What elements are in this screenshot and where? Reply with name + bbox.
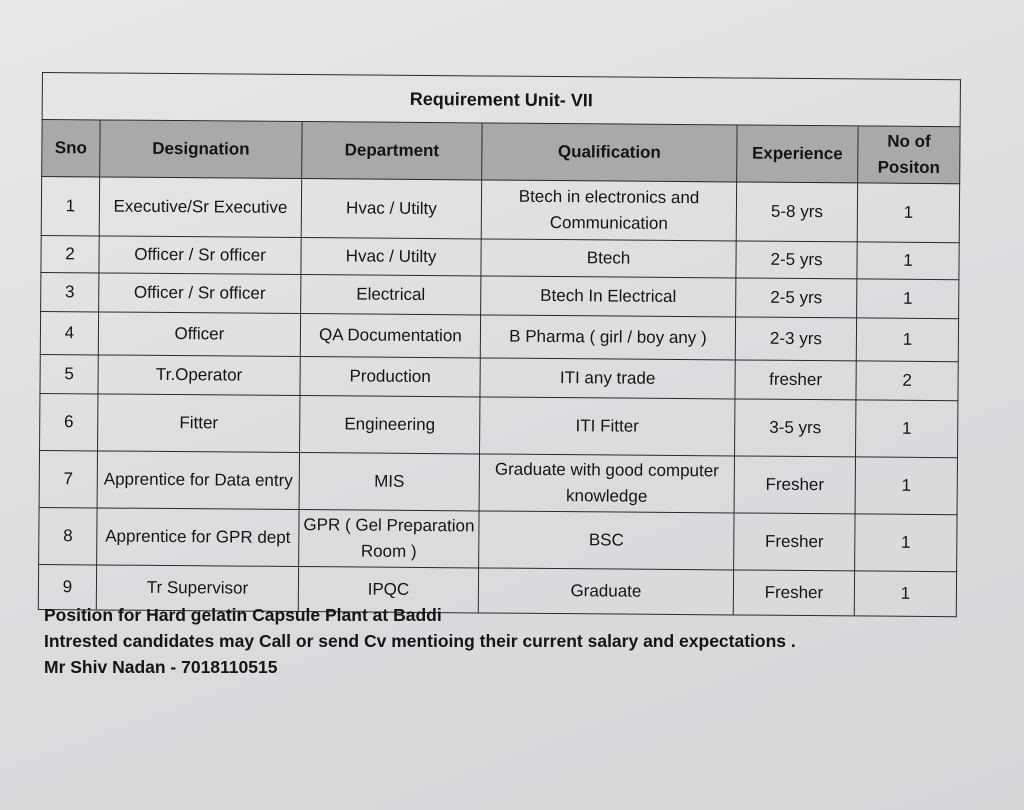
cell-sno: 3 <box>41 272 99 311</box>
cell-sno: 6 <box>40 393 98 450</box>
cell-qualification: Graduate with good computer knowledge <box>479 454 734 513</box>
table-row <box>39 507 957 571</box>
cell-department: Engineering <box>300 396 480 454</box>
cell-experience: Fresher <box>733 570 854 616</box>
cell-qualification: Btech <box>481 239 736 278</box>
cell-designation: Tr Supervisor <box>96 565 298 612</box>
header-qualification: Qualification <box>482 123 737 182</box>
cell-experience: Fresher <box>734 456 855 514</box>
cell-qualification: ITI Fitter <box>480 397 735 456</box>
cell-sno: 5 <box>40 354 98 393</box>
cell-positions: 1 <box>857 242 959 280</box>
cell-experience: 3-5 yrs <box>735 399 856 457</box>
cell-positions: 1 <box>854 571 956 617</box>
header-designation: Designation <box>100 120 302 179</box>
cell-designation: Fitter <box>98 394 300 453</box>
cell-designation: Officer / Sr officer <box>99 273 301 314</box>
header-positions: No of Positon <box>858 126 960 184</box>
cell-department: Hvac / Utilty <box>301 179 481 239</box>
cell-department: MIS <box>299 453 479 511</box>
cell-qualification: Graduate <box>478 568 733 615</box>
cell-sno: 1 <box>41 177 99 236</box>
cell-sno: 9 <box>38 564 96 609</box>
cell-positions: 1 <box>856 318 958 362</box>
cell-department: Production <box>300 357 480 397</box>
requirement-table <box>38 72 961 617</box>
header-experience: Experience <box>737 125 858 183</box>
cell-designation: Apprentice for GPR dept <box>97 508 299 567</box>
header-sno: Sno <box>42 120 100 177</box>
application-instructions: Intrested candidates may Call or send Cv mentioing their current salary and expectations . <box>44 631 796 651</box>
table-row <box>40 393 958 457</box>
table-row <box>40 311 958 361</box>
requirement-table-wrapper <box>38 72 960 617</box>
cell-experience: fresher <box>735 360 856 400</box>
cell-qualification: BSC <box>479 511 734 570</box>
cell-department: Hvac / Utilty <box>301 238 481 276</box>
cell-experience: 2-5 yrs <box>736 278 857 318</box>
cell-designation: Officer <box>98 312 300 357</box>
cell-experience: Fresher <box>734 513 855 571</box>
cell-designation: Executive/Sr Executive <box>99 177 301 238</box>
cell-department: IPQC <box>298 567 478 613</box>
cell-sno: 7 <box>39 450 97 507</box>
cell-positions: 2 <box>856 361 958 401</box>
cell-designation: Officer / Sr officer <box>99 236 301 275</box>
header-row <box>42 120 960 184</box>
cell-qualification: ITI any trade <box>480 358 735 399</box>
cell-positions: 1 <box>855 514 957 572</box>
cell-designation: Tr.Operator <box>98 355 300 396</box>
cell-experience: 5-8 yrs <box>736 182 857 242</box>
header-department: Department <box>302 122 482 180</box>
cell-qualification: Btech In Electrical <box>481 276 736 317</box>
cell-positions: 1 <box>857 279 959 319</box>
contact-person: Mr Shiv Nadan - 7018110515 <box>44 657 278 677</box>
table-row <box>41 177 959 243</box>
cell-sno: 8 <box>39 507 97 564</box>
cell-department: QA Documentation <box>300 314 480 358</box>
plant-location-note: Position for Hard gelatin Capsule Plant at Baddi <box>44 605 442 625</box>
table-title: Requirement Unit- VII <box>42 73 960 127</box>
cell-department: GPR ( Gel Preparation Room ) <box>299 510 479 568</box>
cell-experience: 2-5 yrs <box>736 241 857 279</box>
cell-designation: Apprentice for Data entry <box>97 451 299 510</box>
table-row <box>39 450 957 514</box>
cell-positions: 1 <box>855 457 957 515</box>
cell-sno: 2 <box>41 235 99 272</box>
cell-sno: 4 <box>40 311 98 354</box>
cell-positions: 1 <box>857 183 959 243</box>
footer-notes <box>44 602 796 680</box>
cell-qualification: Btech in electronics and Communication <box>481 180 736 241</box>
cell-department: Electrical <box>301 275 481 315</box>
cell-qualification: B Pharma ( girl / boy any ) <box>480 315 735 360</box>
cell-experience: 2-3 yrs <box>735 317 856 361</box>
cell-positions: 1 <box>856 400 958 458</box>
